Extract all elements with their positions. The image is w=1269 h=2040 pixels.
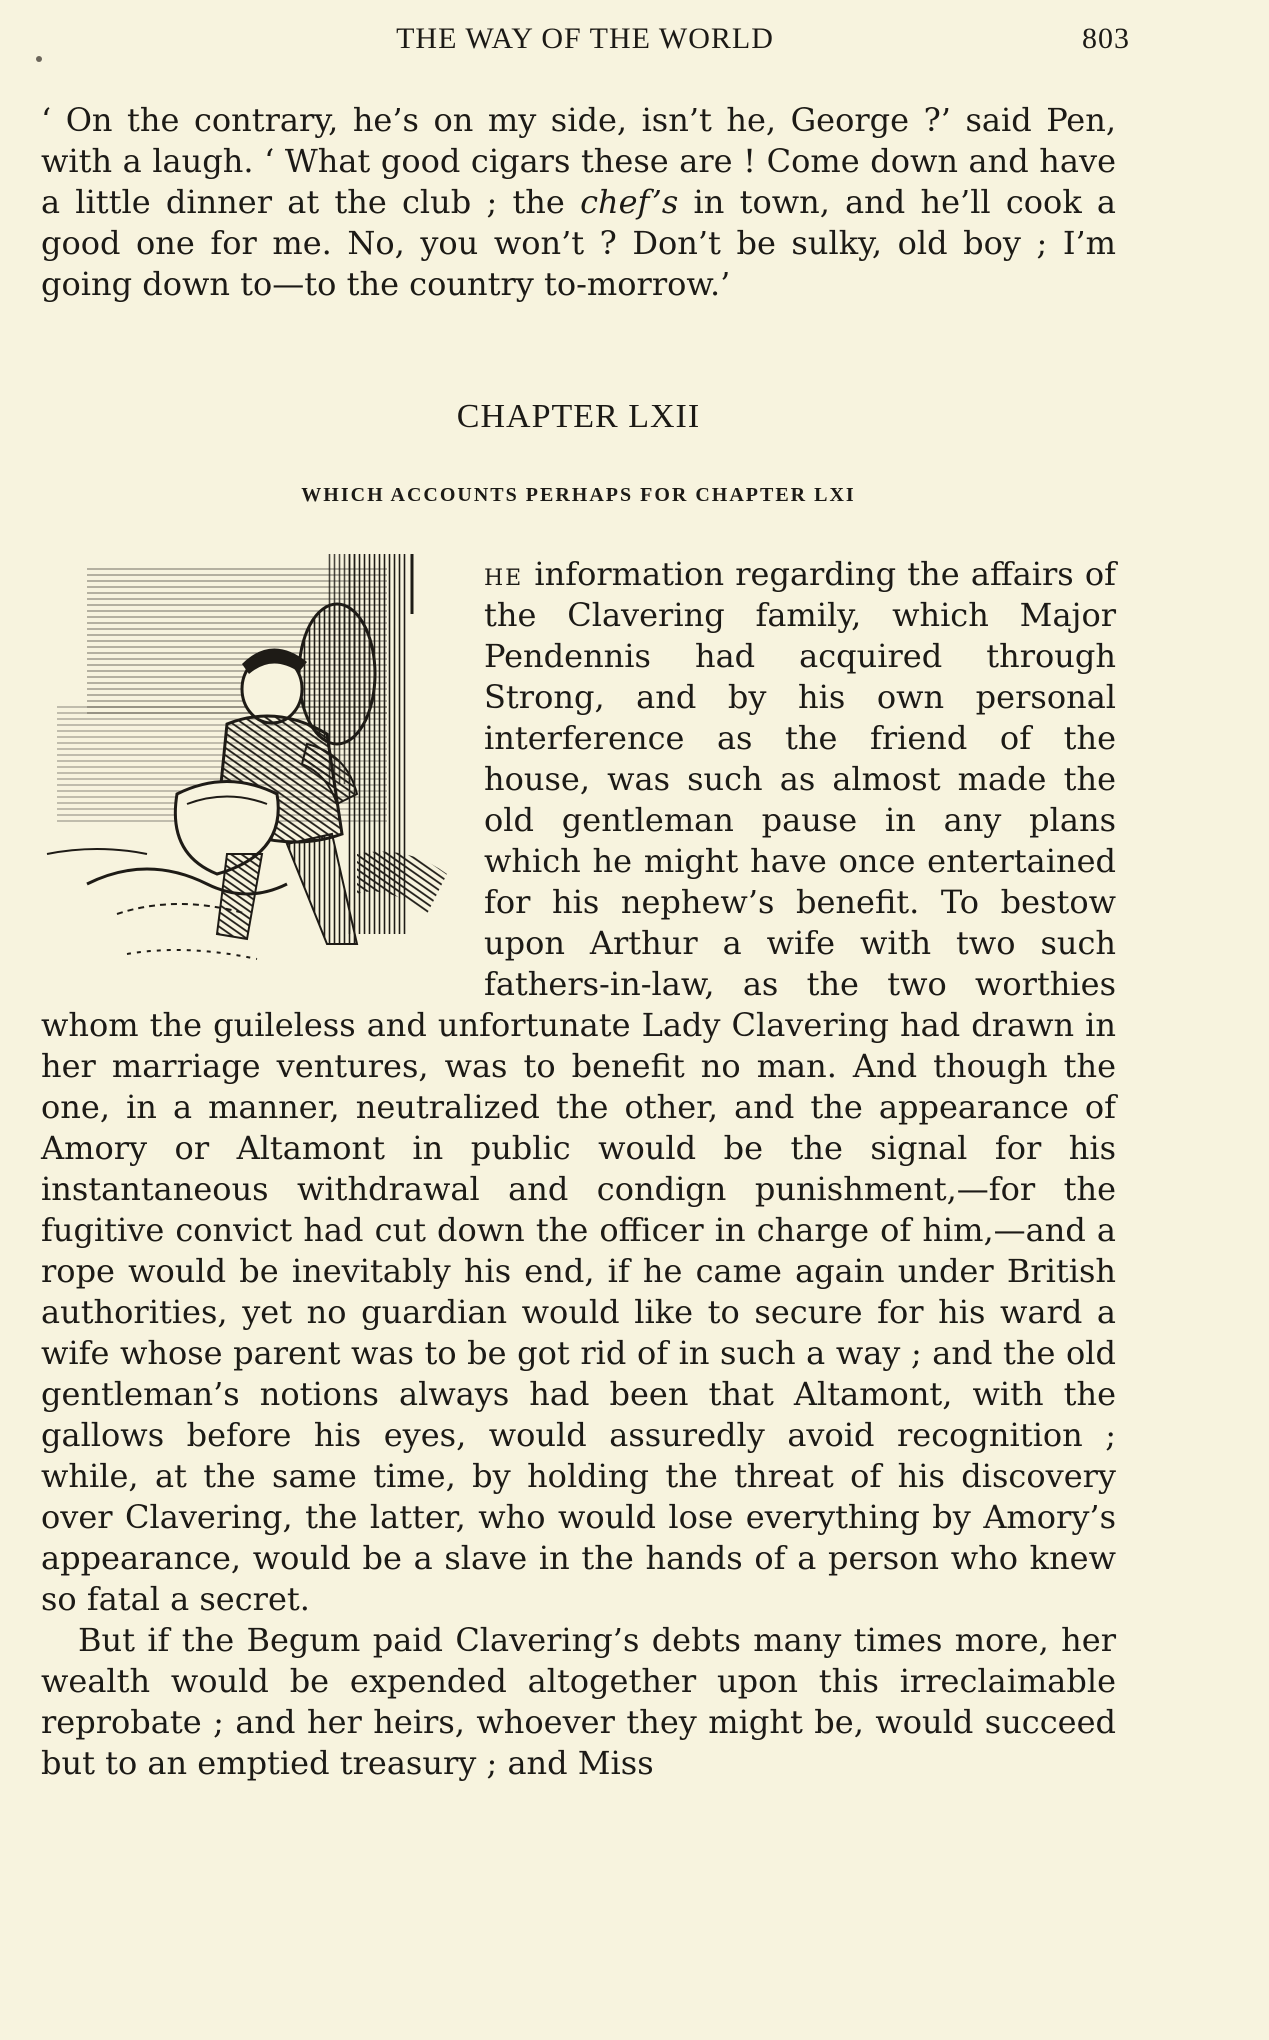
chapter-heading: CHAPTER LXII [456,398,701,435]
chapter-body [41,554,1116,1784]
drop-cap-continuation: he [484,555,524,593]
chapter-subtitle: WHICH ACCOUNTS PERHAPS FOR CHAPTER LXI [301,484,856,506]
opening-text-a: ‘ On the contrary, he’s on my side, isn’t he, George ?’ said Pen, with a laugh. ‘ What good cigars these are ! Come down and have a little dinner at the club ; the [41,101,1116,221]
opening-text-b: in town, and he’ll cook a good one for me. No, you won’t ? Don’t be sulky, old boy ; I’m going down to—to the country to-morrow.’ [41,183,1117,303]
opening-text-italic: chef’s [580,183,679,221]
drop-cap-illustration-icon [27,554,464,986]
opening-paragraph [41,100,1116,305]
running-header [40,22,1130,62]
paragraph-1-text: information regarding the affairs of the Clavering family, which Major Pendennis had acquired through Strong, and by his own personal interference as the friend of the house, was such as almost made the old gentleman pause in any plans which he might have once entertained for his nephew’s benefit. To bestow upon Arthur a wife with two such fathers-in-law, as the two worthies whom the guileless and unfortunate Lady Clavering had drawn in her marriage ventures, was to benefit no man. And though the one, in a manner, neutralized the other, and the appearance of Amory or Altamont in public would be the signal for his instantaneous withdrawal and condign punishment,—for the fugitive convict had cut down the officer in charge of him,—and a rope would be inevitably his end, if he came again under British authorities, yet no guardian would like to secure for his ward a wife whose parent was to be got rid of in such a way ; and the old gentleman’s notions always had been that Altamont, with the gallows before his eyes, would assuredly avoid recognition ; while, at the same time, by holding the threat of his discovery over Clavering, the latter, who would lose everything by Amory’s appearance, would be a slave in the hands of a person who knew so fatal a secret. [41,555,1116,1618]
page-number: 803 [1082,22,1130,55]
running-title: THE WAY OF THE WORLD [396,22,774,55]
chapter-paragraph-2: But if the Begum paid Clavering’s debts many times more, her wealth would be expended altogether upon this irreclaimable reprobate ; and her heirs, whoever they might be, would succeed but to an emptied treasury ; and Miss [41,1621,1116,1782]
opening-paragraph-block [41,100,1116,305]
